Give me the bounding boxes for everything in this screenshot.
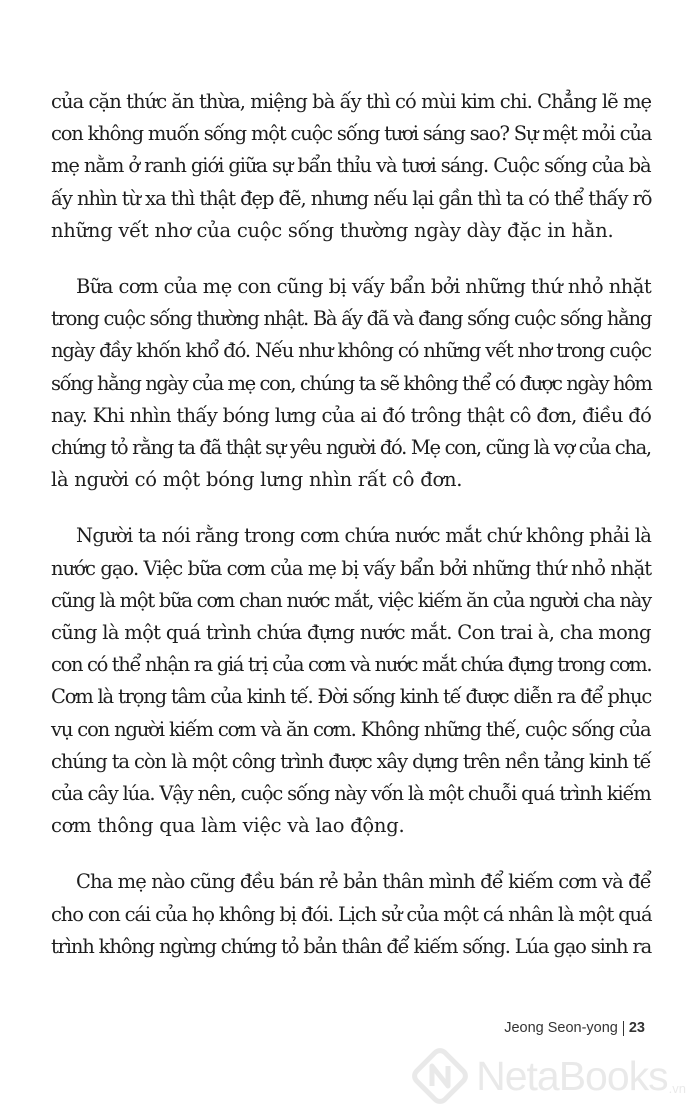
- watermark-text: NetaBooks: [476, 1052, 668, 1099]
- text-line: trình không ngừng chứng tỏ bản thân để kiếm sống. Lúa gạo sinh ra: [51, 934, 652, 958]
- text-line: vụ con người kiếm cơm và ăn cơm. Không những thế, cuộc sống của: [51, 717, 651, 741]
- text-line: chúng ta còn là một công trình được xây dựng trên nền tảng kinh tế: [51, 749, 651, 773]
- text-line: Bữa cơm của mẹ con cũng bị vấy bẩn bởi những thứ nhỏ nhặt: [76, 275, 652, 299]
- text-line: con có thể nhận ra giá trị của cơm và nước mắt chứa đựng trong cơm.: [51, 653, 652, 677]
- text-line: là người có một bóng lưng nhìn rất cô đơn.: [51, 468, 463, 492]
- text-line: Cha mẹ nào cũng đều bán rẻ bản thân mình để kiếm cơm và để: [76, 870, 651, 894]
- text-line: trong cuộc sống thường nhật. Bà ấy đã và đang sống cuộc sống hằng: [51, 307, 652, 331]
- watermark: [410, 1046, 686, 1106]
- text-line: con không muốn sống một cuộc sống tươi sáng sao? Sự mệt mỏi của: [51, 122, 652, 146]
- text-line: sống hằng ngày của mẹ con, chúng ta sẽ không thể có được ngày hôm: [51, 371, 652, 395]
- paragraph: [51, 86, 651, 247]
- text-line: Người ta nói rằng trong cơm chứa nước mắt chứ không phải là: [76, 524, 652, 548]
- text-line: cũng là một bữa cơm chan nước mắt, việc kiếm ăn của người cha này: [51, 588, 651, 612]
- text-line: chứng tỏ rằng ta đã thật sự yêu người đó. Mẹ con, cũng là vợ của cha,: [51, 436, 651, 460]
- text-line: ngày đầy khốn khổ đó. Nếu như không có những vết nhơ trong cuộc: [51, 339, 651, 363]
- text-line: mẹ nằm ở ranh giới giữa sự bẩn thỉu và tươi sáng. Cuộc sống của bà: [51, 154, 651, 178]
- text-line: cho con cái của họ không bị đói. Lịch sử của một cá nhân là một quá: [51, 902, 652, 926]
- paragraph: [51, 866, 651, 963]
- paragraph: [51, 271, 651, 496]
- watermark-suffix: .vn: [668, 1081, 686, 1096]
- text-line: của cặn thức ăn thừa, miệng bà ấy thì có mùi kim chi. Chẳng lẽ mẹ: [51, 90, 652, 113]
- paragraph: [51, 520, 651, 842]
- author-name: Jeong Seon-yong: [504, 1020, 618, 1036]
- text-line: cũng là một quá trình chứa đựng nước mắt. Con trai à, cha mong: [51, 621, 651, 645]
- page-footer: [504, 1020, 645, 1036]
- netabooks-logo-icon: [410, 1046, 470, 1106]
- text-line: cơm thông qua làm việc và lao động.: [51, 814, 405, 838]
- text-line: nay. Khi nhìn thấy bóng lưng của ai đó trông thật cô đơn, điều đó: [51, 403, 652, 427]
- text-line: những vết nhơ của cuộc sống thường ngày dày đặc in hằn.: [51, 218, 614, 242]
- text-line: ấy nhìn từ xa thì thật đẹp đẽ, nhưng nếu lại gần thì ta có thể thấy rõ: [51, 186, 652, 210]
- text-body: [51, 86, 651, 987]
- text-line: Cơm là trọng tâm của kinh tế. Đời sống kinh tế được diễn ra để phục: [51, 685, 652, 709]
- text-line: nước gạo. Việc bữa cơm của mẹ bị vấy bẩn bởi những thứ nhỏ nhặt: [51, 556, 652, 580]
- footer-divider: [623, 1021, 624, 1036]
- text-line: của cây lúa. Vậy nên, cuộc sống này vốn là một chuỗi quá trình kiếm: [51, 782, 651, 806]
- page-number: 23: [628, 1020, 645, 1036]
